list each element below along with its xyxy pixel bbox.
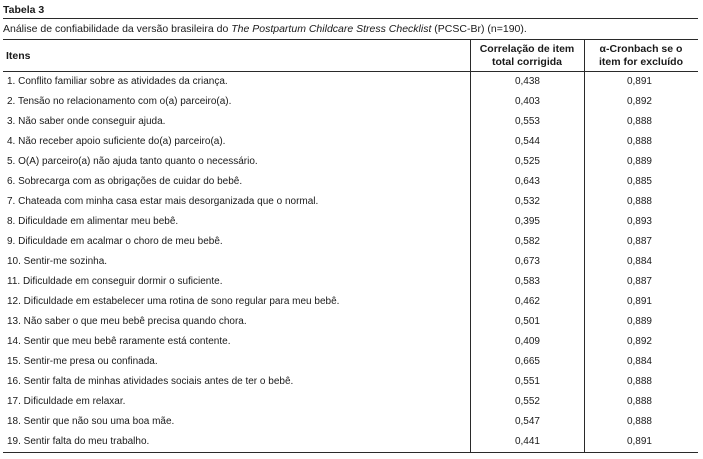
row-alpha-value: 0,888 [626,376,652,387]
table-row [0,212,703,232]
row-correlation-value: 0,544 [514,136,540,147]
row-item-label: 18. Sentir que não sou uma boa mãe. [7,416,175,427]
row-correlation-value: 0,553 [514,116,540,127]
row-alpha-value: 0,891 [626,76,652,87]
row-alpha-value: 0,885 [626,176,652,187]
row-alpha-value: 0,891 [626,296,652,307]
row-item-label: 7. Chateada com minha casa estar mais desorganizada que o normal. [7,196,319,207]
header-top-rule [3,39,698,40]
row-item-label: 8. Dificuldade em alimentar meu bebê. [7,216,179,227]
header-alpha-line1: α-Cronbach se o [599,43,683,55]
row-correlation-value: 0,409 [514,336,540,347]
row-correlation-value: 0,395 [514,216,540,227]
table-row [0,252,703,272]
table-row [0,412,703,432]
row-alpha-value: 0,887 [626,236,652,247]
row-alpha-value: 0,888 [626,416,652,427]
table-row [0,232,703,252]
table-row [0,352,703,372]
row-correlation-value: 0,582 [514,236,540,247]
row-item-label: 9. Dificuldade em acalmar o choro de meu bebê. [7,236,223,247]
row-correlation-value: 0,643 [514,176,540,187]
row-alpha-value: 0,888 [626,116,652,127]
row-alpha-value: 0,893 [626,216,652,227]
table-title: Tabela 3 [3,4,45,16]
header-alpha-line2: item for excluído [598,56,683,68]
row-alpha-value: 0,888 [626,136,652,147]
row-correlation-value: 0,547 [514,416,540,427]
caption-title: The Postpartum Childcare Stress Checklist [231,23,432,35]
table-row [0,432,703,452]
row-item-label: 5. O(A) parceiro(a) não ajuda tanto quanto o necessário. [7,156,258,167]
header-alpha [584,43,698,69]
row-correlation-value: 0,551 [514,376,540,387]
row-item-label: 4. Não receber apoio suficiente do(a) parceiro(a). [7,136,226,147]
row-correlation-value: 0,552 [514,396,540,407]
table-row [0,152,703,172]
table-row [0,392,703,412]
row-item-label: 13. Não saber o que meu bebê precisa quando chora. [7,316,247,327]
row-alpha-value: 0,888 [626,196,652,207]
row-correlation-value: 0,532 [514,196,540,207]
row-correlation-value: 0,673 [514,256,540,267]
row-item-label: 1. Conflito familiar sobre as atividades da criança. [7,76,228,87]
row-correlation-value: 0,462 [514,296,540,307]
top-rule [3,18,698,19]
table-body [0,72,703,452]
table-row [0,272,703,292]
row-item-label: 17. Dificuldade em relaxar. [7,396,126,407]
row-alpha-value: 0,889 [626,156,652,167]
table-row [0,112,703,132]
caption-suffix: (PCSC-Br) (n=190). [431,23,527,35]
row-alpha-value: 0,889 [626,316,652,327]
table-row [0,312,703,332]
row-item-label: 12. Dificuldade em estabelecer uma rotina de sono regular para meu bebê. [7,296,340,307]
table-row [0,292,703,312]
bottom-rule [3,452,698,453]
row-alpha-value: 0,884 [626,256,652,267]
table-row [0,332,703,352]
row-correlation-value: 0,438 [514,76,540,87]
row-alpha-value: 0,892 [626,336,652,347]
header-correlation-line2: total corrigida [491,56,562,68]
table-row [0,92,703,112]
table-row [0,132,703,152]
row-correlation-value: 0,501 [514,316,540,327]
row-item-label: 19. Sentir falta do meu trabalho. [7,436,150,447]
row-correlation-value: 0,403 [514,96,540,107]
row-correlation-value: 0,665 [514,356,540,367]
caption-prefix: Análise de confiabilidade da versão brasileira do [3,23,232,35]
row-correlation-value: 0,583 [514,276,540,287]
row-item-label: 16. Sentir falta de minhas atividades sociais antes de ter o bebê. [7,376,294,387]
row-item-label: 11. Dificuldade em conseguir dormir o suficiente. [7,276,223,287]
header-items: Itens [6,50,31,62]
table-row [0,172,703,192]
header-correlation-line1: Correlação de item [479,43,575,55]
row-alpha-value: 0,887 [626,276,652,287]
table-row [0,72,703,92]
row-item-label: 10. Sentir-me sozinha. [7,256,108,267]
row-item-label: 3. Não saber onde conseguir ajuda. [7,116,166,127]
table-caption [3,23,527,35]
row-alpha-value: 0,884 [626,356,652,367]
table-row [0,372,703,392]
row-item-label: 2. Tensão no relacionamento com o(a) parceiro(a). [7,96,232,107]
row-item-label: 6. Sobrecarga com as obrigações de cuidar do bebê. [7,176,243,187]
header-correlation [470,43,584,69]
row-correlation-value: 0,441 [514,436,540,447]
row-alpha-value: 0,888 [626,396,652,407]
row-correlation-value: 0,525 [514,156,540,167]
row-item-label: 14. Sentir que meu bebê raramente está contente. [7,336,231,347]
table-row [0,192,703,212]
row-alpha-value: 0,892 [626,96,652,107]
row-alpha-value: 0,891 [626,436,652,447]
row-item-label: 15. Sentir-me presa ou confinada. [7,356,158,367]
